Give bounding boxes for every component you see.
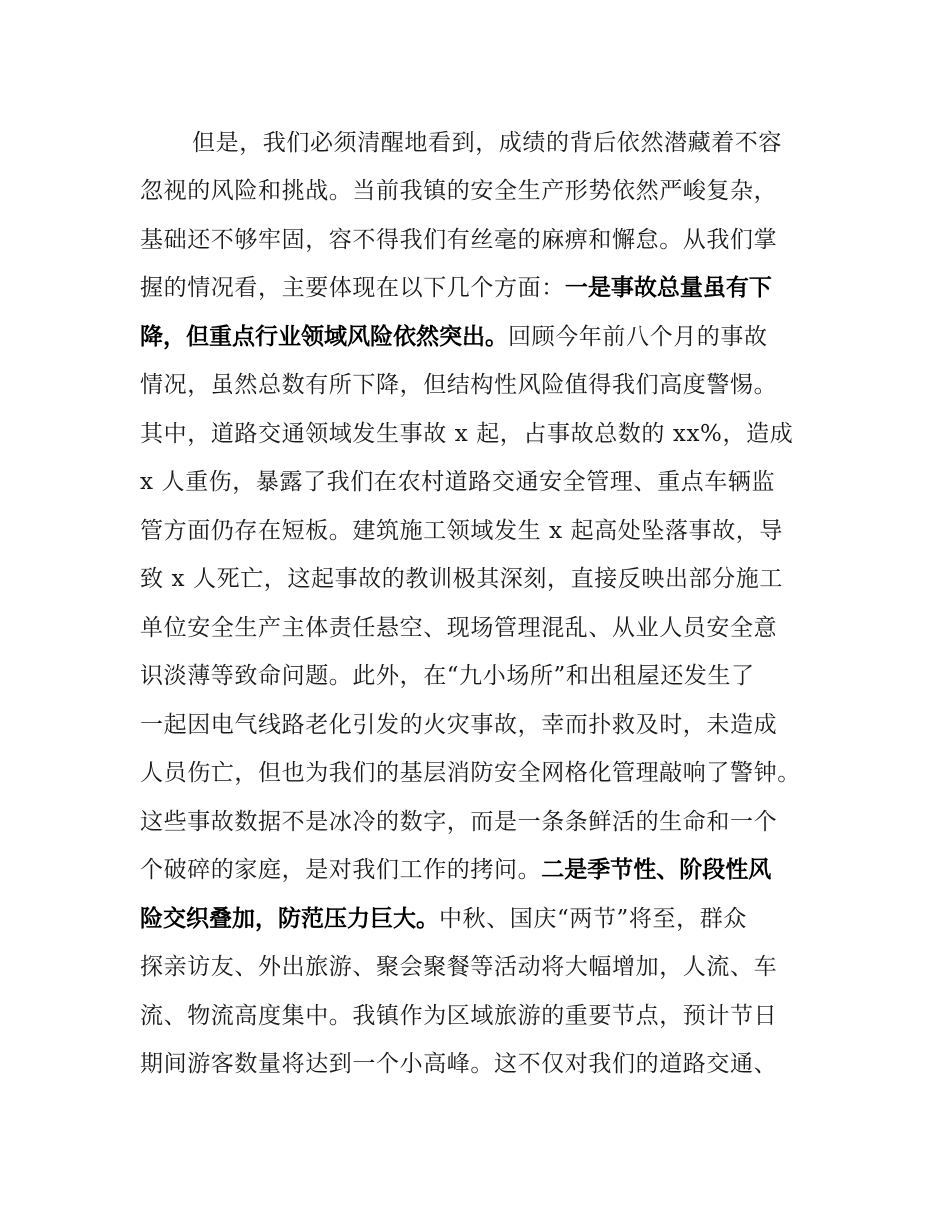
text-segment: 管方面仍存在短板。建筑施工领域发生 x 起高处坠落事故，导 bbox=[140, 518, 783, 544]
text-segment: 个破碎的家庭，是对我们工作的拷问。 bbox=[140, 857, 542, 883]
bold-heading-segment: 降，但重点行业领域风险依然突出。 bbox=[140, 324, 508, 350]
bold-heading-segment: 一是事故总量虽有下 bbox=[564, 275, 772, 301]
text-segment: 忽视的风险和挑战。当前我镇的安全生产形势依然严峻复杂， bbox=[140, 178, 778, 204]
text-line bbox=[140, 273, 772, 303]
text-line bbox=[140, 467, 775, 497]
text-line bbox=[192, 128, 782, 158]
text-line bbox=[140, 613, 777, 643]
text-line bbox=[140, 710, 777, 740]
text-line bbox=[140, 1001, 777, 1031]
text-segment: x 人重伤，暴露了我们在农村道路交通安全管理、重点车辆监 bbox=[140, 469, 776, 495]
text-segment: 流、物流高度集中。我镇作为区域旅游的重要节点，预计节日 bbox=[140, 1003, 778, 1029]
text-segment: 这些事故数据不是冰冷的数字，而是一条条鲜活的生命和一个 bbox=[140, 809, 778, 835]
text-line bbox=[140, 225, 777, 255]
text-segment: 一起因电气线路老化引发的火灾事故，幸而扑救及时，未造成 bbox=[140, 712, 778, 738]
text-segment: 探亲访友、外出旅游、聚会聚餐等活动将大幅增加，人流、车 bbox=[140, 954, 778, 980]
text-segment: 基础还不够牢固，容不得我们有丝毫的麻痹和懈怠。从我们掌 bbox=[140, 227, 778, 253]
bold-heading-segment: 险交织叠加，防范压力巨大。 bbox=[140, 906, 439, 932]
text-line bbox=[140, 322, 768, 352]
text-line bbox=[140, 855, 771, 885]
text-line bbox=[140, 370, 777, 400]
text-line bbox=[140, 904, 747, 934]
text-segment: 其中，道路交通领域发生事故 x 起，占事故总数的 xx%，造成 bbox=[140, 421, 794, 447]
text-segment: 单位安全生产主体责任悬空、现场管理混乱、从业人员安全意 bbox=[140, 615, 778, 641]
text-line bbox=[140, 1049, 777, 1079]
text-line bbox=[140, 807, 777, 837]
text-line bbox=[140, 564, 783, 594]
text-segment: 情况，虽然总数有所下降，但结构性风险值得我们高度警惕。 bbox=[140, 372, 778, 398]
text-line bbox=[140, 516, 783, 546]
text-segment: 期间游客数量将达到一个小高峰。这不仅对我们的道路交通、 bbox=[140, 1051, 778, 1077]
text-segment: 回顾今年前八个月的事故 bbox=[508, 324, 768, 350]
text-line bbox=[140, 952, 777, 982]
text-segment: 致 x 人死亡，这起事故的教训极其深刻，直接反映出部分施工 bbox=[140, 566, 783, 592]
text-segment: 握的情况看，主要体现在以下几个方面： bbox=[140, 275, 565, 301]
text-segment: 人员伤亡，但也为我们的基层消防安全网格化管理敲响了警钟。 bbox=[140, 760, 801, 786]
text-segment: 识淡薄等致命问题。此外，在“九小场所”和出租屋还发生了 bbox=[140, 663, 755, 689]
text-line bbox=[140, 661, 755, 691]
text-line bbox=[140, 176, 777, 206]
text-segment: 中秋、国庆“两节”将至，群众 bbox=[439, 906, 747, 932]
text-segment: 但是，我们必须清醒地看到，成绩的背后依然潜藏着不容 bbox=[192, 130, 782, 156]
text-line bbox=[140, 419, 793, 449]
text-line bbox=[140, 758, 801, 788]
bold-heading-segment: 二是季节性、阶段性风 bbox=[541, 857, 772, 883]
